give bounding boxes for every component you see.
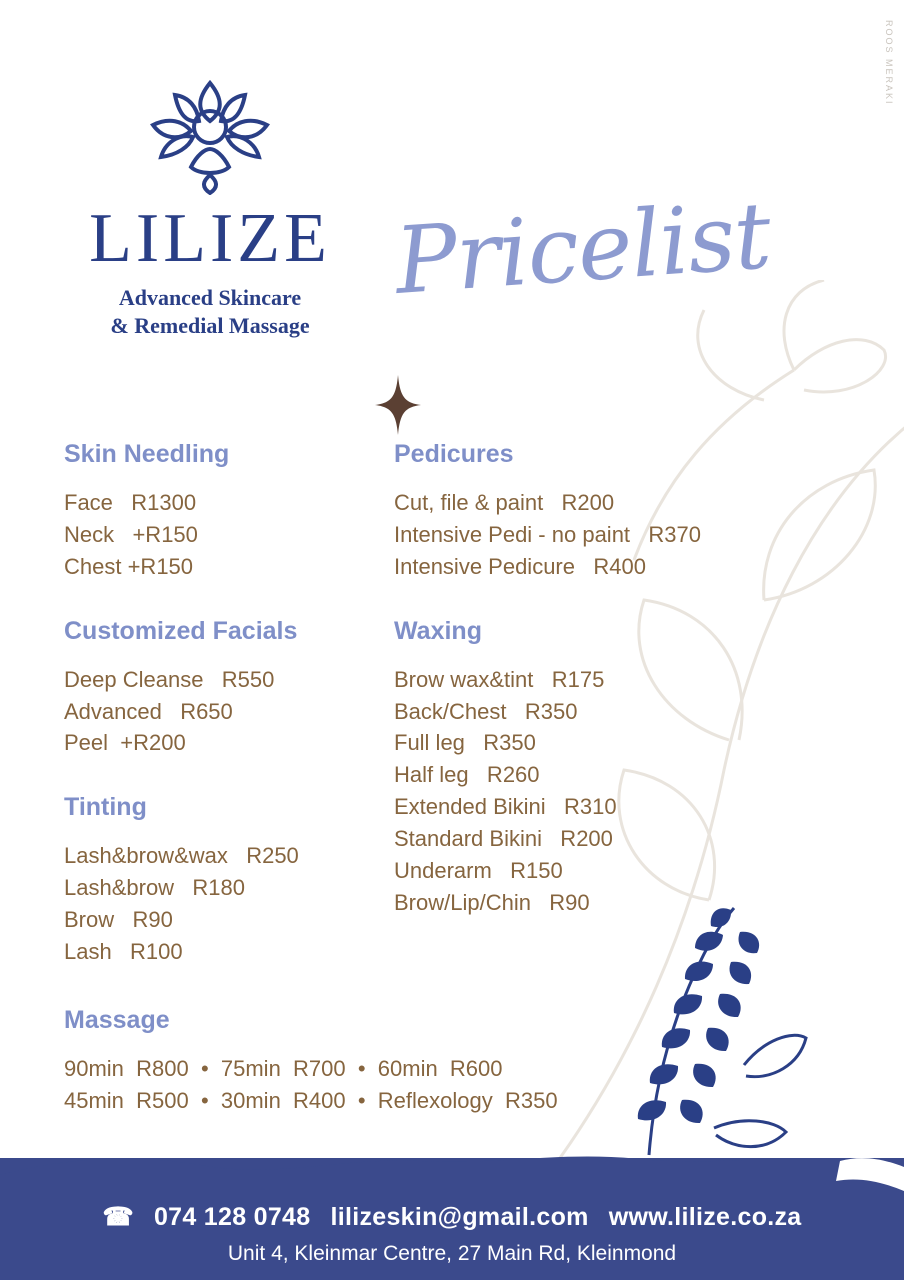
footer-content [0,1202,904,1266]
price-line: Lash R100 [64,939,183,965]
lotus-flower-logo-icon [135,75,285,195]
brand-tagline-line2: & Remedial Massage [110,312,310,338]
price-line: 45min R500 • 30min R400 • Reflexology R350 [64,1087,558,1113]
footer [0,1145,904,1280]
category-skin-needling [64,440,394,583]
price-line: Lash&brow&wax R250 [64,843,299,869]
footer-contact-row [0,1202,904,1232]
pricelist-columns [0,440,904,1002]
price-line: Intensive Pedicure R400 [394,553,646,579]
brand-tagline-line1: Advanced Skincare [118,285,302,310]
footer-address: Unit 4, Kleinmar Centre, 27 Main Rd, Kleinmond [227,1242,677,1265]
price-line: Deep Cleanse R550 [64,666,275,692]
page-title: Pricelist [391,182,774,315]
category-title: Skin Needling [64,440,230,468]
designer-credit: ROOS MERAKI [884,20,894,106]
price-line: Back/Chest R350 [394,698,578,724]
category-title: Massage [64,1005,170,1034]
price-line: Chest +R150 [64,553,194,579]
price-line: Brow R90 [64,907,173,933]
price-line: Cut, file & paint R200 [394,490,615,515]
category-waxing [394,617,854,919]
header [0,0,904,440]
brand-name: LILIZE [89,200,331,277]
price-line: Brow wax&tint R175 [394,666,605,692]
price-line: Full leg R350 [394,730,536,756]
price-line: Underarm R150 [394,858,563,884]
phone-icon: ☎ [102,1203,134,1231]
category-massage [0,1006,904,1117]
sparkle-icon [375,375,421,435]
category-pedicures [394,440,854,583]
left-column [64,440,394,1002]
price-line: Standard Bikini R200 [394,826,613,852]
price-line: Intensive Pedi - no paint R370 [394,521,701,547]
price-line: Advanced R650 [64,698,233,724]
price-line: Brow/Lip/Chin R90 [394,889,590,915]
logo-block [60,75,360,339]
price-line: Lash&brow R180 [64,875,245,901]
price-line: Face R1300 [64,490,197,515]
footer-email[interactable]: lilizeskin@gmail.com [330,1203,589,1231]
footer-website[interactable]: www.lilize.co.za [608,1203,802,1231]
price-line: Peel +R200 [64,730,186,756]
category-customized-facials [64,617,394,760]
price-line: Neck +R150 [64,521,198,547]
category-title: Pedicures [394,440,514,468]
price-line: Half leg R260 [394,762,540,788]
footer-phone[interactable]: 074 128 0748 [153,1203,311,1231]
brand-tagline [60,284,360,339]
category-tinting [64,793,394,968]
category-title: Tinting [64,793,147,822]
right-column [394,440,854,1002]
category-title: Customized Facials [64,616,298,645]
price-line: 90min R800 • 75min R700 • 60min R600 [64,1055,503,1081]
price-line: Extended Bikini R310 [394,794,617,820]
category-title: Waxing [394,616,482,645]
